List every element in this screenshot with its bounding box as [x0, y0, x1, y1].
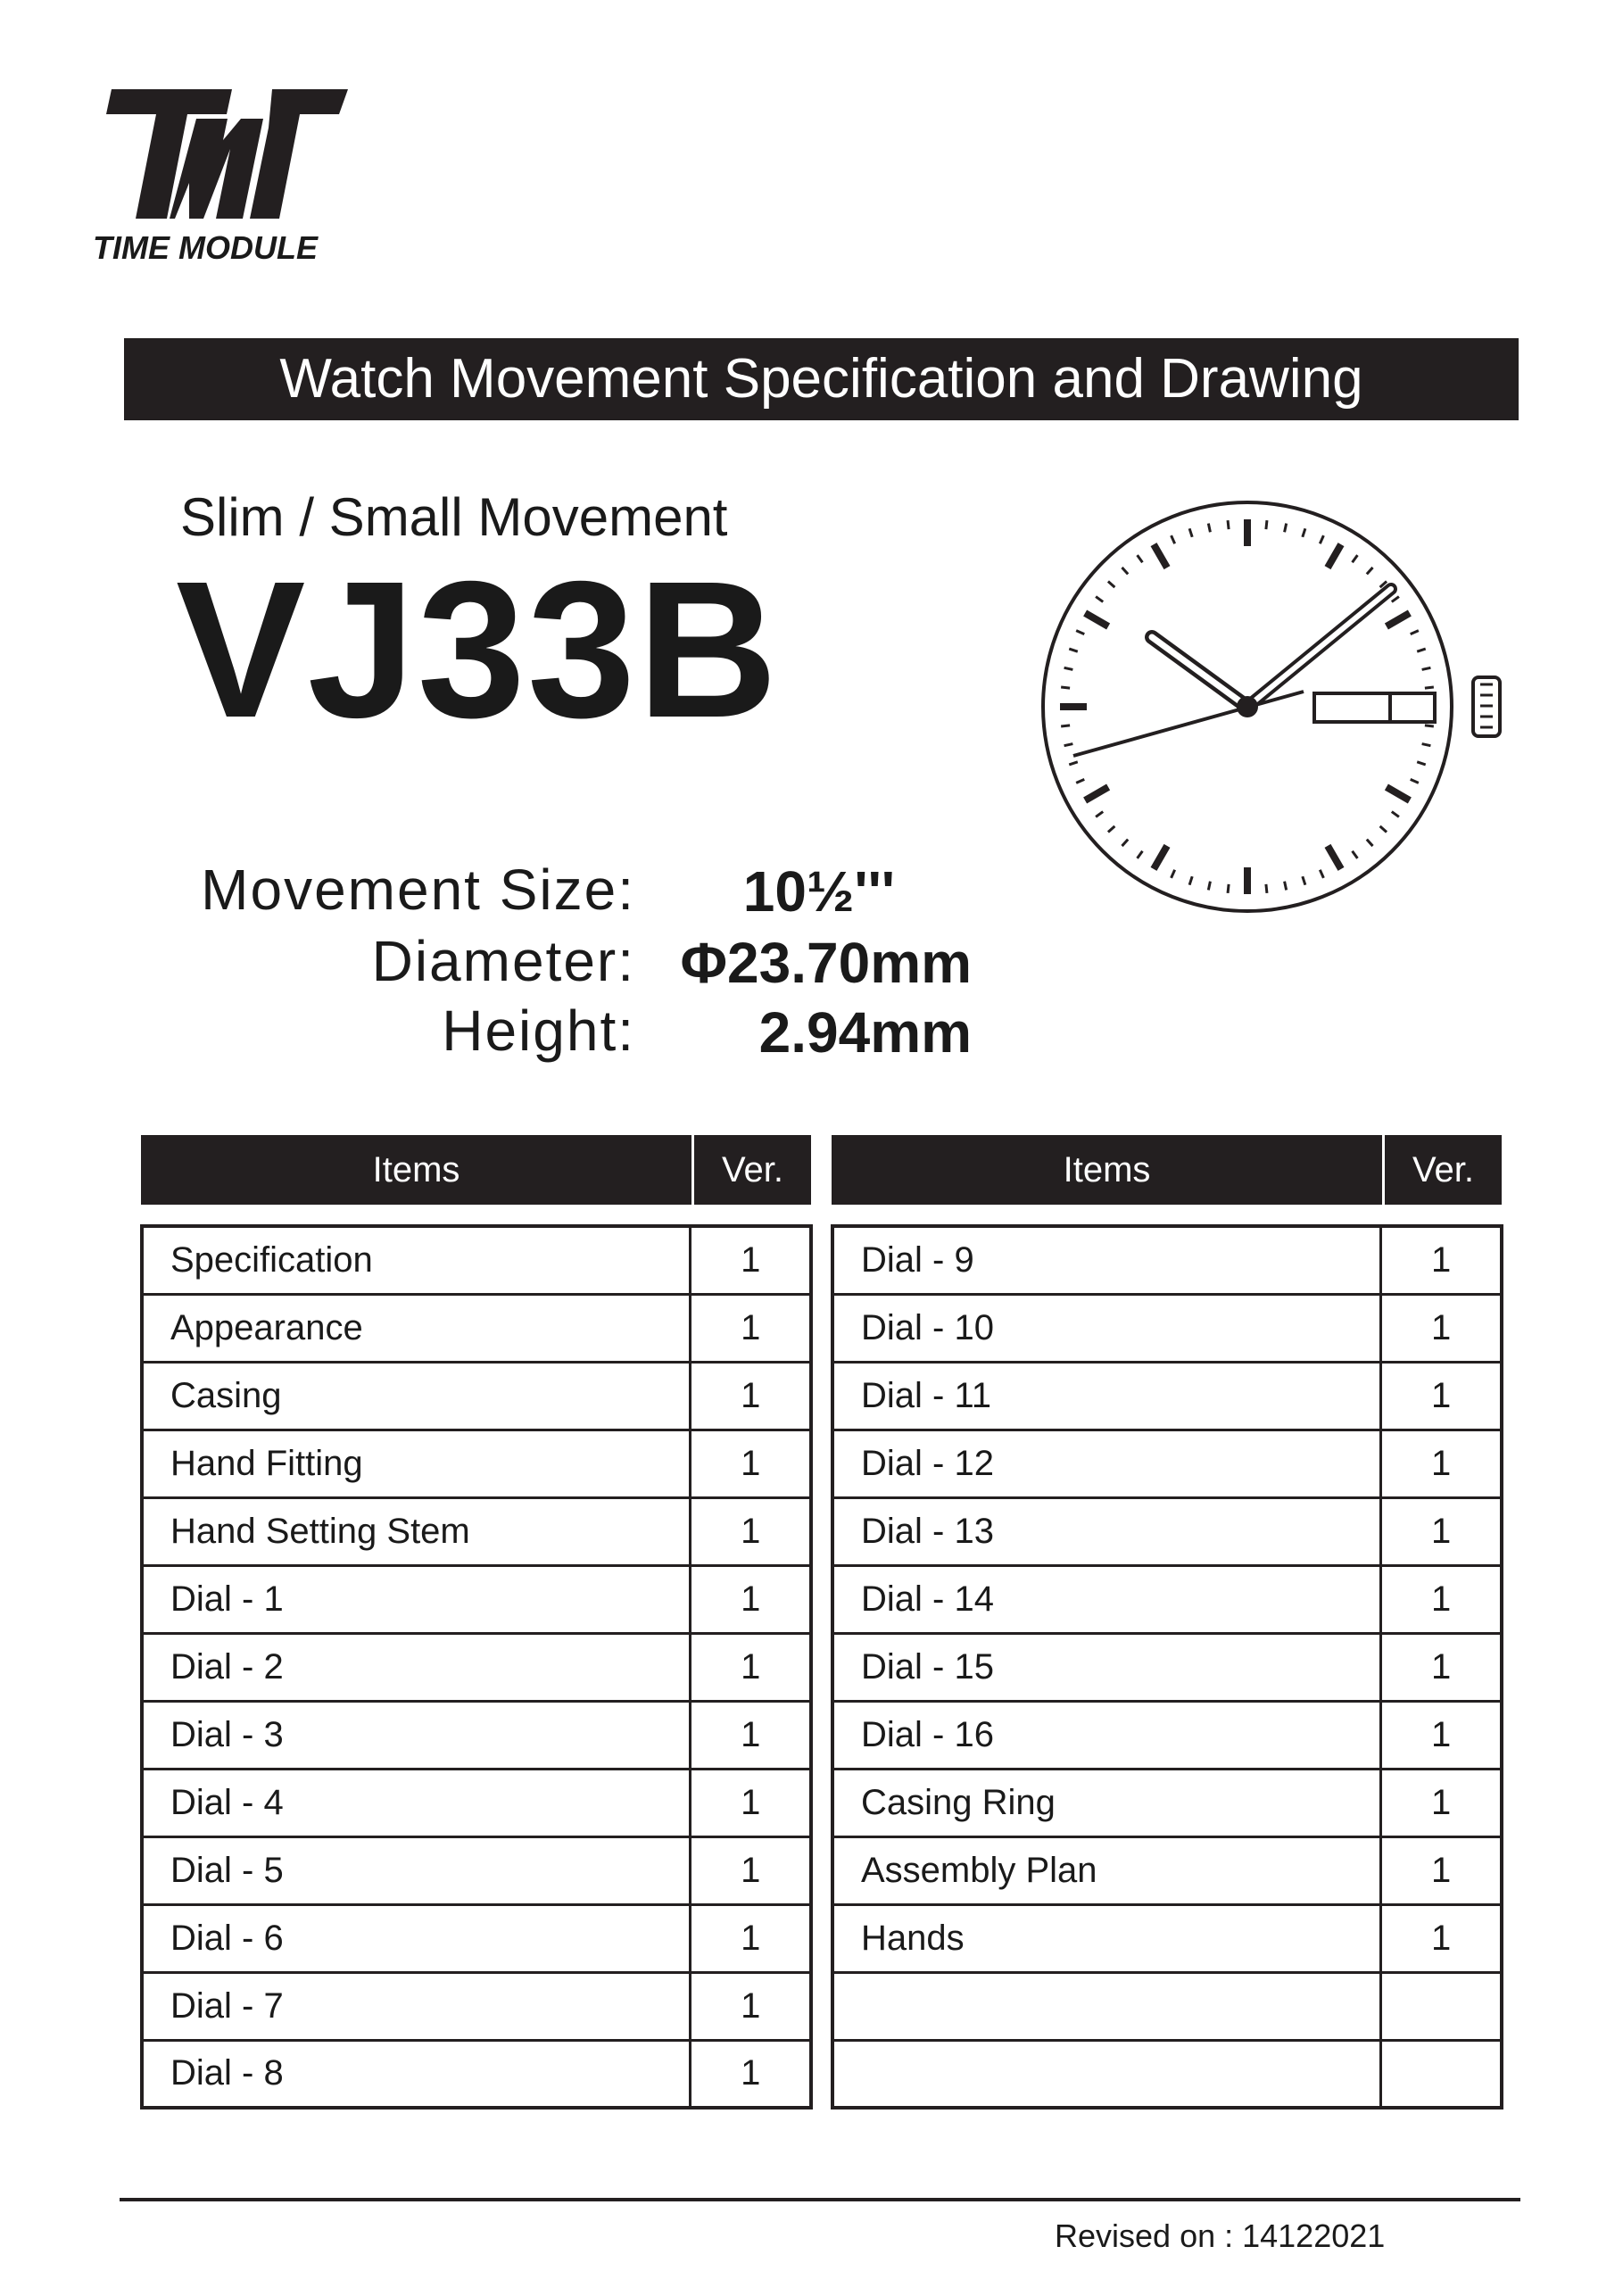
table-row	[832, 1362, 1502, 1430]
item-version: 1	[691, 1226, 811, 1294]
item-name: Dial - 10	[832, 1294, 1381, 1362]
table-row	[142, 1904, 811, 1972]
item-version: 1	[691, 1294, 811, 1362]
minute-index	[1392, 597, 1399, 602]
item-name: Appearance	[142, 1294, 691, 1362]
table-row	[832, 1633, 1502, 1701]
table-row	[142, 1836, 811, 1904]
minute-index	[1076, 779, 1084, 783]
date-window	[1314, 693, 1435, 722]
item-version: 1	[691, 1430, 811, 1497]
spec-value: 2.94mm	[758, 1000, 972, 1065]
item-name: Hand Setting Stem	[142, 1497, 691, 1565]
table-row	[832, 1497, 1502, 1565]
movement-category: Slim / Small Movement	[180, 487, 728, 547]
hour-index	[1387, 613, 1410, 626]
minute-index	[1228, 884, 1229, 893]
minute-index	[1425, 687, 1434, 688]
minute-index	[1303, 528, 1305, 537]
item-name: Hand Fitting	[142, 1430, 691, 1497]
minute-index	[1320, 870, 1323, 878]
minute-index	[1367, 568, 1373, 574]
minute-index	[1061, 725, 1070, 726]
item-name: Casing Ring	[832, 1769, 1381, 1836]
item-version: 1	[691, 1701, 811, 1769]
right-items-table	[831, 1224, 1503, 2110]
title-banner: Watch Movement Specification and Drawing	[124, 338, 1519, 420]
table-row	[142, 1226, 811, 1294]
item-name: Dial - 14	[832, 1565, 1381, 1633]
hour-index	[1085, 613, 1108, 626]
item-version: 1	[1381, 1430, 1502, 1497]
table-row	[142, 1633, 811, 1701]
item-name: Dial - 12	[832, 1430, 1381, 1497]
table-row	[142, 1565, 811, 1633]
item-name: Dial - 6	[142, 1904, 691, 1972]
spec-value: Φ23.70mm	[680, 931, 972, 995]
item-name: Dial - 15	[832, 1633, 1381, 1701]
table-row	[832, 1226, 1502, 1294]
hour-index	[1154, 846, 1167, 869]
minute-index	[1108, 826, 1114, 833]
item-name: Dial - 16	[832, 1701, 1381, 1769]
minute-index	[1417, 649, 1426, 651]
item-version: 1	[1381, 1836, 1502, 1904]
second-hand	[1073, 692, 1304, 756]
footer-rule	[120, 2198, 1520, 2201]
minute-index	[1096, 597, 1103, 602]
hour-index	[1085, 787, 1108, 800]
minute-index	[1172, 870, 1175, 878]
hour-index	[1328, 544, 1341, 568]
watch-hands	[1073, 589, 1391, 756]
model-number: VJ33B	[176, 542, 780, 758]
table-row	[832, 1430, 1502, 1497]
item-name: Dial - 3	[142, 1701, 691, 1769]
minute-index	[1228, 520, 1229, 529]
table-row	[832, 1294, 1502, 1362]
spec-label: Height:	[442, 999, 635, 1063]
item-version	[1381, 1972, 1502, 2040]
item-name: Dial - 7	[142, 1972, 691, 2040]
minute-index	[1069, 762, 1078, 765]
crown-icon	[1473, 677, 1500, 736]
minute-index	[1189, 876, 1192, 885]
minute-index	[1138, 555, 1143, 562]
item-name: Dial - 2	[142, 1633, 691, 1701]
minute-index	[1380, 826, 1387, 833]
left-items-table	[140, 1224, 813, 2110]
item-version: 1	[1381, 1226, 1502, 1294]
table-row	[832, 1769, 1502, 1836]
item-name: Hands	[832, 1904, 1381, 1972]
tmi-logo	[89, 85, 357, 272]
table-row	[832, 1904, 1502, 1972]
minute-index	[1422, 744, 1431, 746]
item-version: 1	[691, 1904, 811, 1972]
minute-index	[1417, 762, 1426, 765]
spec-row-height	[0, 998, 1623, 1069]
minute-index	[1208, 524, 1210, 533]
right-table-header	[832, 1135, 1502, 1205]
hour-index	[1328, 846, 1341, 869]
item-name: Dial - 5	[142, 1836, 691, 1904]
item-version: 1	[691, 1362, 811, 1430]
item-version: 1	[691, 1769, 811, 1836]
table-row	[142, 1769, 811, 1836]
item-name: Dial - 11	[832, 1362, 1381, 1430]
minute-index	[1208, 882, 1210, 891]
minute-index	[1122, 568, 1128, 574]
minute-index	[1189, 528, 1192, 537]
minute-index	[1266, 884, 1267, 893]
table-row	[142, 1294, 811, 1362]
item-name: Assembly Plan	[832, 1836, 1381, 1904]
table-row	[142, 1497, 811, 1565]
item-version: 1	[1381, 1904, 1502, 1972]
table-row	[142, 1362, 811, 1430]
item-version: 1	[1381, 1701, 1502, 1769]
minute-index	[1411, 631, 1419, 634]
table-row	[832, 1565, 1502, 1633]
minute-index	[1303, 876, 1305, 885]
item-version: 1	[691, 1565, 811, 1633]
minute-index	[1285, 524, 1287, 533]
table-row	[142, 1972, 811, 2040]
minute-index	[1285, 882, 1287, 891]
item-version: 1	[691, 2040, 811, 2108]
minute-index	[1122, 840, 1128, 846]
tmi-logo-mark	[89, 85, 357, 228]
item-version: 1	[1381, 1633, 1502, 1701]
watch-dial-drawing	[1038, 497, 1519, 925]
table-row	[832, 1701, 1502, 1769]
item-name: Casing	[142, 1362, 691, 1430]
minute-index	[1064, 667, 1073, 669]
table-row	[142, 1430, 811, 1497]
item-name: Dial - 1	[142, 1565, 691, 1633]
minute-index	[1172, 535, 1175, 543]
minute-index	[1422, 667, 1431, 669]
table-row	[832, 2040, 1502, 2108]
item-version: 1	[1381, 1769, 1502, 1836]
minute-index	[1069, 649, 1078, 651]
item-name: Dial - 8	[142, 2040, 691, 2108]
item-version: 1	[1381, 1497, 1502, 1565]
spec-label: Movement Size:	[201, 858, 635, 922]
logo-subtitle: TIME MODULE	[93, 229, 318, 266]
left-table-header	[141, 1135, 811, 1205]
item-version: 1	[691, 1497, 811, 1565]
minute-index	[1061, 687, 1070, 688]
table-row	[142, 2040, 811, 2108]
minute-index	[1353, 555, 1358, 562]
item-name: Dial - 4	[142, 1769, 691, 1836]
item-version: 1	[691, 1836, 811, 1904]
minute-index	[1266, 520, 1267, 529]
spec-label: Diameter:	[371, 929, 635, 993]
minute-index	[1108, 581, 1114, 587]
item-name: Dial - 9	[832, 1226, 1381, 1294]
header-items: Items	[1063, 1150, 1151, 1189]
center-pinion	[1237, 696, 1258, 717]
item-version: 1	[1381, 1294, 1502, 1362]
item-name: Specification	[142, 1226, 691, 1294]
minute-index	[1367, 840, 1373, 846]
item-name	[832, 2040, 1381, 2108]
spec-row-diameter	[0, 928, 1623, 999]
item-name	[832, 1972, 1381, 2040]
header-items: Items	[372, 1150, 460, 1189]
item-version: 1	[1381, 1362, 1502, 1430]
table-row	[832, 1836, 1502, 1904]
minute-index	[1064, 744, 1073, 746]
minute-index	[1392, 812, 1399, 817]
item-version: 1	[691, 1972, 811, 2040]
minute-index	[1076, 631, 1084, 634]
minute-index	[1411, 779, 1419, 783]
hour-index	[1154, 544, 1167, 568]
item-version: 1	[1381, 1565, 1502, 1633]
minute-index	[1425, 725, 1434, 726]
spec-value: 10½'''	[742, 859, 895, 924]
minute-index	[1138, 851, 1143, 858]
table-row	[142, 1701, 811, 1769]
minute-index	[1353, 851, 1358, 858]
header-version: Ver.	[691, 1135, 811, 1205]
hour-index	[1387, 787, 1410, 800]
item-name: Dial - 13	[832, 1497, 1381, 1565]
header-version: Ver.	[1382, 1135, 1502, 1205]
item-version	[1381, 2040, 1502, 2108]
revision-date: Revised on : 14122021	[1055, 2217, 1386, 2254]
minute-index	[1096, 812, 1103, 817]
minute-index	[1320, 535, 1323, 543]
table-row	[832, 1972, 1502, 2040]
item-version: 1	[691, 1633, 811, 1701]
